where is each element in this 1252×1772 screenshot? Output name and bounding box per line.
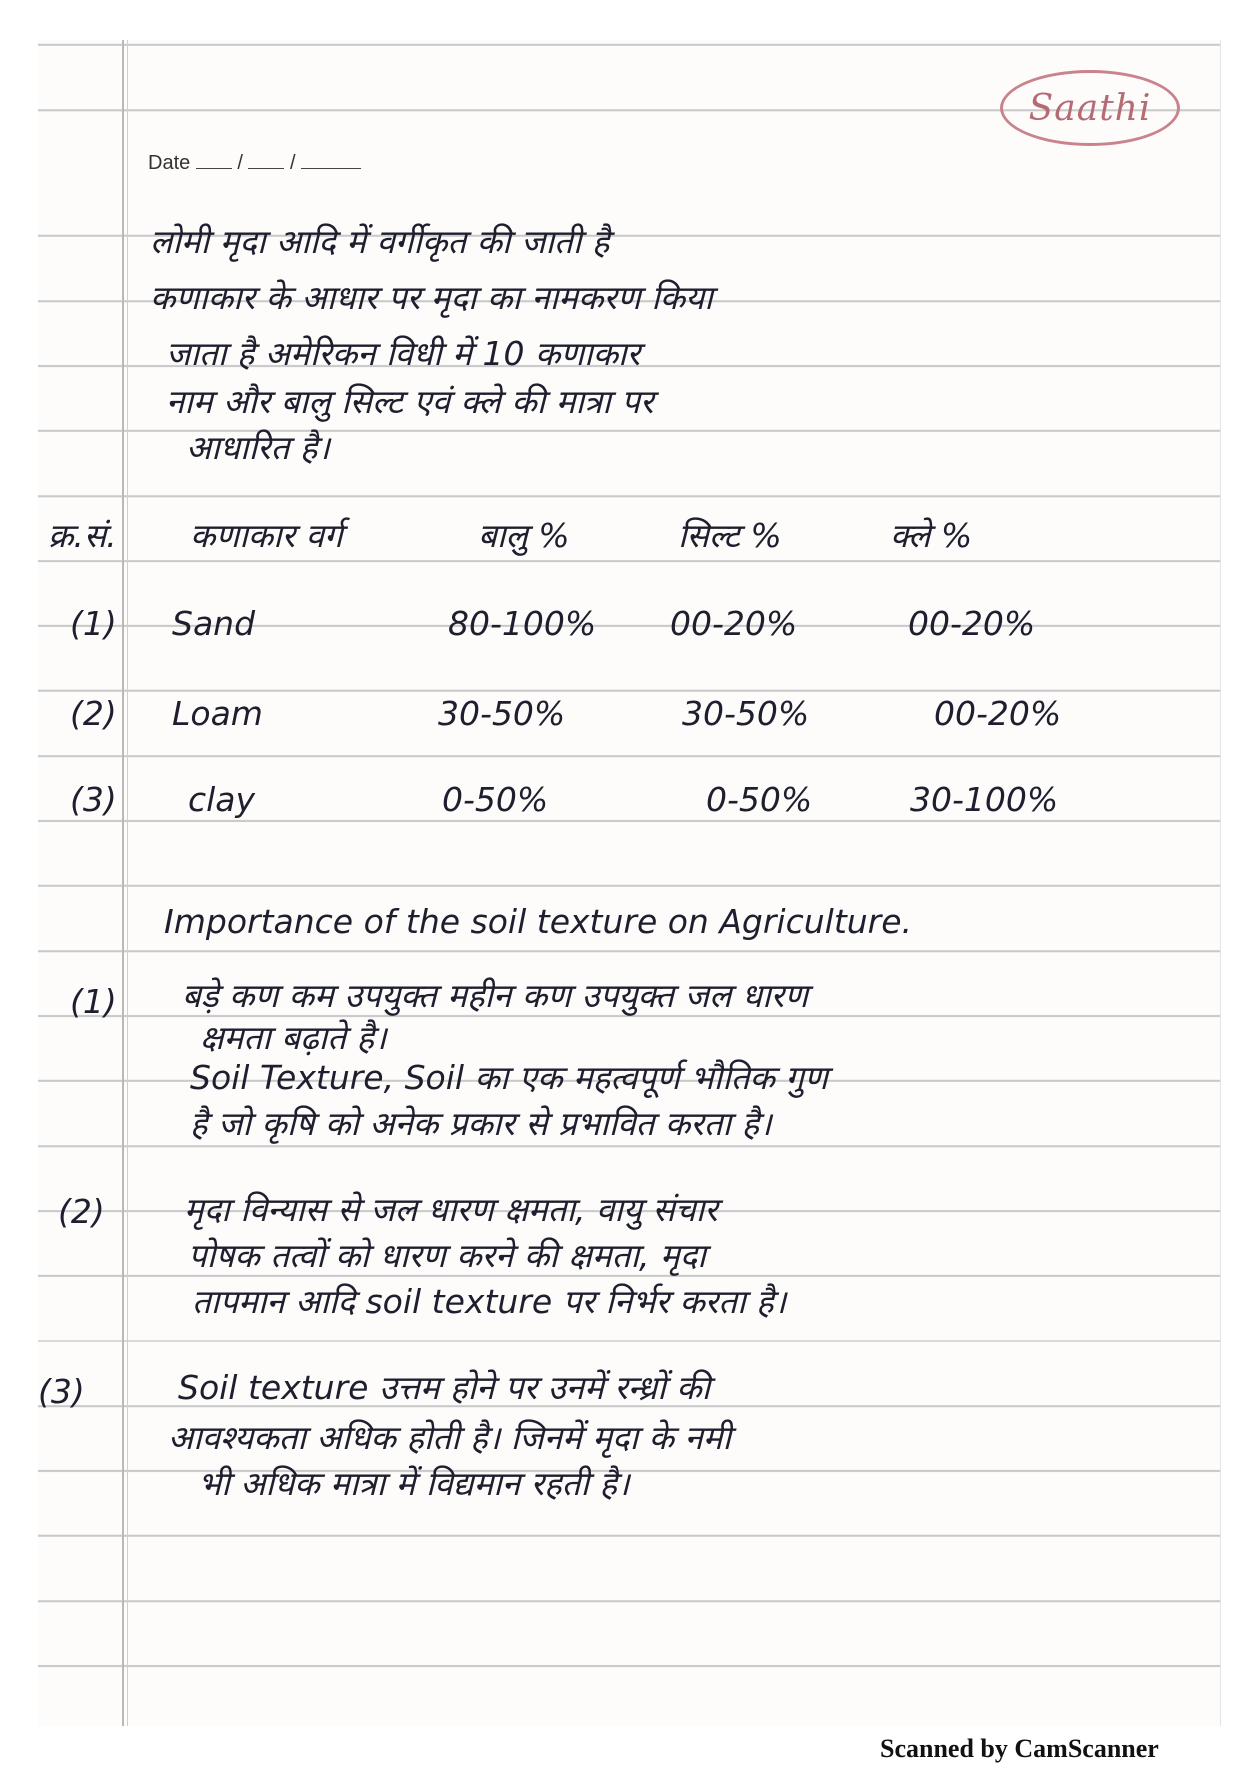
intro-line: नाम और बालु सिल्ट एवं क्ले की मात्रा पर	[166, 382, 654, 421]
notebook-page	[38, 40, 1221, 1726]
logo-text: Saathi	[1028, 87, 1152, 129]
table-header-silt: सिल्ट %	[678, 516, 782, 555]
date-label: Date	[148, 152, 191, 174]
point-line: मृदा विन्यास से जल धारण क्षमता, वायु संचार	[184, 1190, 718, 1229]
table-row-silt: 0-50%	[706, 780, 813, 819]
brand-logo	[1000, 70, 1180, 146]
point-num: (2)	[58, 1192, 105, 1231]
table-row-name: Loam	[172, 694, 263, 733]
table-row-clay: 00-20%	[934, 694, 1062, 733]
table-row-sand: 30-50%	[438, 694, 566, 733]
margin-line	[122, 40, 128, 1726]
table-row-sand: 80-100%	[448, 604, 597, 643]
intro-line: जाता है अमेरिकन विधी में 10 कणाकार	[166, 334, 641, 373]
section-title: Importance of the soil texture on Agriculture.	[164, 902, 913, 941]
table-header-clay: क्ले %	[890, 516, 973, 555]
table-row-num: (3)	[70, 780, 117, 819]
table-row-name: Sand	[172, 604, 256, 643]
date-field: Date / /	[148, 150, 361, 175]
table-row-silt: 00-20%	[670, 604, 798, 643]
point-line: पोषक तत्वों को धारण करने की क्षमता, मृदा	[188, 1236, 706, 1275]
point-num: (1)	[70, 982, 117, 1021]
point-line: Soil texture उत्तम होने पर उनमें रन्ध्रों की	[178, 1368, 711, 1407]
point-line: आवश्यकता अधिक होती है। जिनमें मृदा के नमी	[168, 1418, 732, 1457]
intro-line: कणाकार के आधार पर मृदा का नामकरण किया	[150, 278, 713, 317]
table-header-num: क्र.सं.	[48, 516, 117, 555]
point-line: तापमान आदि soil texture पर निर्भर करता है।	[192, 1282, 787, 1321]
point-line: बड़े कण कम उपयुक्त महीन कण उपयुक्त जल धारण	[182, 976, 809, 1015]
intro-line: लोमी मृदा आदि में वर्गीकृत की जाती है	[150, 222, 610, 261]
table-row-clay: 00-20%	[908, 604, 1036, 643]
point-line: है जो कृषि को अनेक प्रकार से प्रभावित करता है।	[190, 1104, 772, 1143]
table-row-silt: 30-50%	[682, 694, 810, 733]
table-header-class: कणाकार वर्ग	[190, 516, 343, 555]
table-row-sand: 0-50%	[442, 780, 549, 819]
point-line: भी अधिक मात्रा में विद्यमान रहती है।	[198, 1464, 630, 1503]
point-num: (3)	[38, 1372, 85, 1411]
point-line: क्षमता बढ़ाते है।	[200, 1018, 387, 1057]
table-header-sand: बालु %	[478, 516, 570, 555]
table-row-name: clay	[188, 780, 256, 819]
table-row-num: (1)	[70, 604, 117, 643]
point-line: Soil Texture, Soil का एक महत्वपूर्ण भौतिक गुण	[190, 1058, 828, 1097]
intro-line: आधारित है।	[186, 428, 330, 467]
table-row-num: (2)	[70, 694, 117, 733]
scanner-watermark: Scanned by CamScanner	[880, 1734, 1159, 1763]
table-row-clay: 30-100%	[910, 780, 1059, 819]
